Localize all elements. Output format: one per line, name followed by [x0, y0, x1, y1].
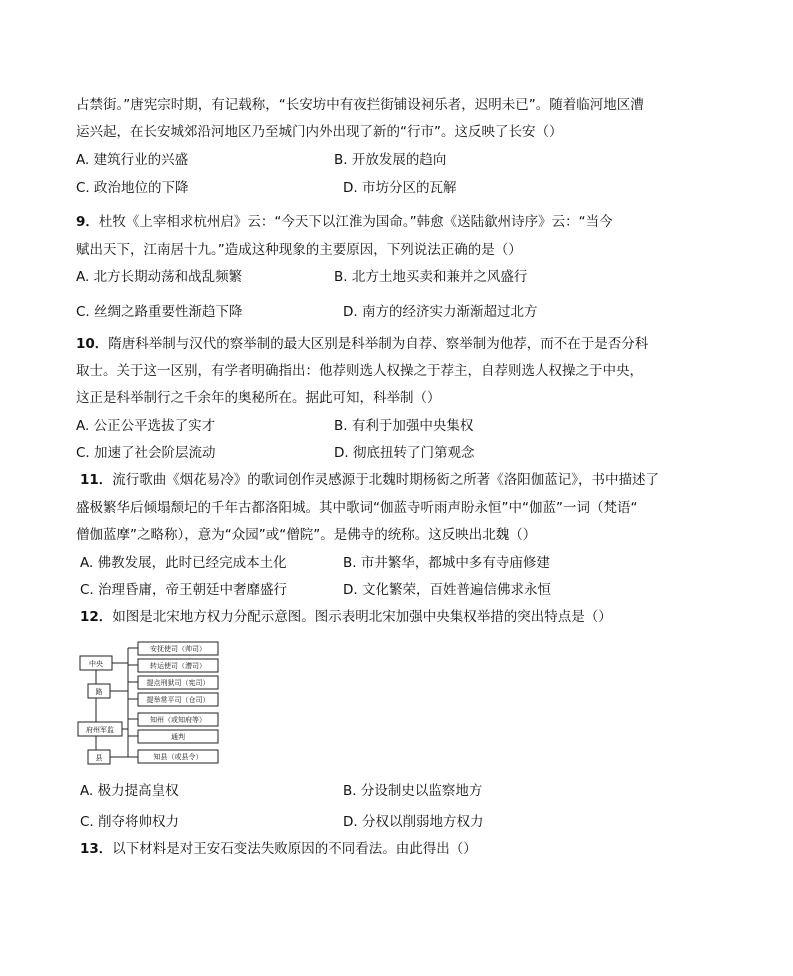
q10-number: 10．	[76, 336, 109, 352]
q12-option-b: B. 分设制史以监察地方	[343, 783, 483, 799]
q12-option-a: A. 极力提高皇权	[80, 783, 179, 799]
q13-number: 13．	[80, 841, 113, 857]
q12-option-d: D. 分权以削弱地方权力	[343, 814, 484, 830]
q10-line-3: 这正是科举制行之千余年的奥秘所在。据此可知，科举制（）	[76, 390, 441, 406]
label-tongpan: 通判	[171, 733, 185, 741]
q9-option-a: A. 北方长期动荡和战乱频繁	[76, 269, 243, 285]
q8-option-b: B. 开放发展的趋向	[334, 152, 447, 168]
q9-option-d: D. 南方的经济实力渐渐超过北方	[343, 304, 538, 320]
q13-text-1: 以下材料是对王安石变法失败原因的不同看法。由此得出（）	[112, 841, 477, 857]
q10-option-c: C. 加速了社会阶层流动	[76, 445, 216, 461]
label-fuzhou: 府州军监	[86, 726, 114, 734]
q11-option-a: A. 佛教发展，此时已经完成本土化	[80, 555, 287, 571]
q10-option-d: D. 彻底扭转了门第观念	[334, 445, 475, 461]
q11-line-3: 僧伽蓝摩”之略称），意为“众园”或“僧院”。是佛寺的统称。这反映出北魏（）	[76, 527, 537, 543]
q10-line-1	[76, 335, 648, 353]
q9-number: 9．	[76, 214, 99, 230]
q11-line-1	[80, 471, 659, 489]
q11-text-1: 流行歌曲《烟花易冷》的歌词创作灵感源于北魏时期杨衒之所著《洛阳伽蓝记》，书中描述了	[112, 472, 660, 488]
label-zhongyang: 中央	[89, 660, 103, 668]
q12-option-c: C. 削夺将帅权力	[80, 814, 180, 830]
q12-number: 12．	[80, 609, 113, 625]
q11-line-2: 盛极繁华后倾塌颓圮的千年古都洛阳城。其中歌词“伽蓝寺听雨声盼永恒”中“伽蓝”一词（梵语“	[76, 500, 638, 516]
q9-line-2: 赋出天下，江南居十九。”造成这种现象的主要原因，下列说法正确的是（）	[76, 242, 522, 258]
q10-line-2: 取士。关于这一区别，有学者明确指出：他荐则选人权操之于荐主，自荐则选人权操之于中央，	[76, 363, 643, 379]
q9-line-1	[76, 213, 613, 231]
q10-text-1: 隋唐科举制与汉代的察举制的最大区别是科举制为自荐、察举制为他荐，而不在于是否分科	[108, 336, 649, 352]
q11-option-c: C. 治理昏庸，帝王朝廷中奢靡盛行	[80, 582, 288, 598]
label-xian: 县	[95, 754, 103, 762]
q9-text-1: 杜牧《上宰相求杭州启》云：“今天下以江淮为国命。”韩愈《送陆歙州诗序》云：“当今	[98, 214, 613, 230]
q13-line-1	[80, 840, 477, 858]
label-tiju: 提举常平司（仓司）	[146, 696, 210, 704]
q12-line-1	[80, 608, 612, 626]
label-zhuanyun: 转运使司（漕司）	[150, 662, 206, 670]
label-anfu: 安抚使司（帅司）	[150, 645, 206, 653]
power-distribution-diagram	[76, 638, 226, 768]
q8-line-2: 运兴起，在长安城郊沿河地区乃至城门内外出现了新的“行市”。这反映了长安（）	[76, 124, 563, 140]
q9-option-c: C. 丝绸之路重要性渐趋下降	[76, 304, 243, 320]
label-zhixian: 知县（或县令）	[153, 753, 203, 761]
label-lu: 路	[95, 688, 103, 696]
q8-option-c: C. 政治地位的下降	[76, 180, 189, 196]
q9-option-b: B. 北方土地买卖和兼并之风盛行	[334, 269, 528, 285]
q12-text-1: 如图是北宋地方权力分配示意图。图示表明北宋加强中央集权举措的突出特点是（）	[112, 609, 612, 625]
label-zhizhou: 知州（或知府等）	[150, 716, 206, 724]
q11-number: 11．	[80, 472, 113, 488]
label-tidian: 提点刑狱司（宪司）	[146, 679, 210, 687]
q8-option-d: D. 市坊分区的瓦解	[343, 180, 457, 196]
q8-option-a: A. 建筑行业的兴盛	[76, 152, 189, 168]
q10-option-a: A. 公正公平选拔了实才	[76, 418, 216, 434]
q11-option-d: D. 文化繁荣，百姓普遍信佛求永恒	[343, 582, 551, 598]
q11-option-b: B. 市井繁华，都城中多有寺庙修建	[343, 555, 550, 571]
q8-line-1: 占禁街。”唐宪宗时期，有记载称，“长安坊中有夜拦街铺设祠乐者，迟明未已”。随着临河地区漕	[76, 97, 644, 113]
q10-option-b: B. 有利于加强中央集权	[334, 418, 474, 434]
